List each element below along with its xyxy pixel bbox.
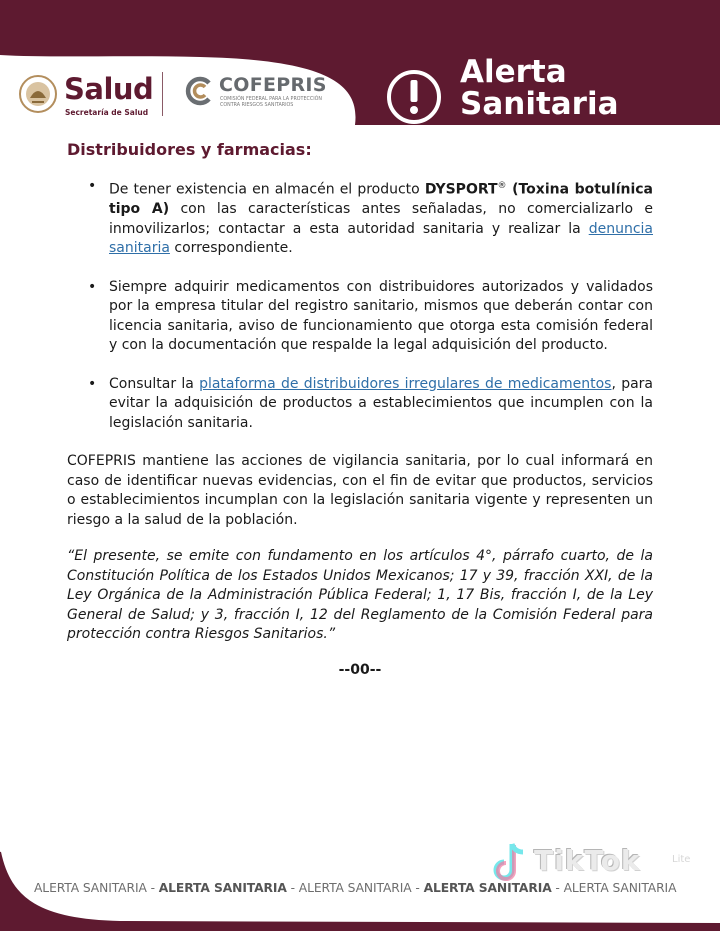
- legal-basis-paragraph: “El presente, se emite con fundamento en los artículos 4°, párrafo cuarto, de la Constitución Política de los Estados Unidos Mexicanos; 17 y 39, fracción XXI, de la Ley Orgánica de la Administración Pública Federal; 1, 17 Bis, fracción I, de la Ley General de Salud; y 3, fracción I, 12 del Reglamento de la Comisión Federal para protección contra Riesgos Sanitarios.”: [67, 548, 653, 643]
- tiktok-watermark: [492, 840, 702, 884]
- distributors-platform-link[interactable]: plataforma de distribuidores irregulares de medicamentos: [199, 375, 612, 392]
- footer-separator: -: [146, 881, 159, 895]
- footer-item: ALERTA SANITARIA: [298, 881, 412, 895]
- product-description: (Toxina botulínica tipo A): [109, 181, 654, 218]
- cofepris-ring-icon: [183, 75, 215, 107]
- tiktok-logo-icon: [492, 840, 528, 884]
- cofepris-logo: [183, 73, 343, 113]
- bullet1-intro: De tener existencia en almacén el producto: [109, 181, 425, 198]
- bullet3-intro: Consultar la: [109, 375, 200, 392]
- footer-separator: -: [551, 881, 564, 895]
- bullet1-body: con las características antes señaladas, no comercializarlo e inmovilizarlos; contactar a esta autoridad sanitaria y realizar la: [109, 201, 653, 237]
- footer-item: ALERTA SANITARIA: [423, 881, 552, 895]
- list-item: [67, 177, 653, 259]
- registered-mark: ®: [497, 181, 507, 191]
- product-name: DYSPORT: [424, 181, 498, 198]
- bullet1-end: correspondiente.: [169, 240, 293, 257]
- footer-item: ALERTA SANITARIA: [34, 881, 147, 895]
- salud-subtitle: Secretaría de Salud: [65, 108, 149, 117]
- list-item: [67, 278, 653, 356]
- bullet-icon: •: [88, 178, 97, 194]
- list-item: [67, 375, 653, 434]
- denuncia-sanitaria-link[interactable]: denuncia sanitaria: [109, 220, 653, 257]
- recommendation-list: [67, 177, 653, 433]
- surveillance-paragraph: COFEPRIS mantiene las acciones de vigilancia sanitaria, por lo cual informará en caso de identificar nuevas evidencias, con el fin de evitar que productos, servicios o establecimientos incumplan con la legislación sanitaria vigente y representen un riesgo a la salud de la población.: [67, 453, 653, 528]
- alert-title-line2: Sanitaria: [460, 86, 619, 122]
- bullet3-end: , para evitar la adquisición de productos a establecimientos que incumplen con la legislación sanitaria.: [109, 375, 653, 431]
- bullet-icon: •: [88, 375, 97, 392]
- section-heading: Distribuidores y farmacias:: [67, 140, 312, 159]
- salud-logo: [18, 72, 154, 120]
- footer-banner: [34, 881, 676, 895]
- salud-wordmark: Salud: [64, 72, 154, 106]
- cofepris-wordmark: COFEPRIS: [219, 74, 327, 96]
- cofepris-subtitle: COMISIÓN FEDERAL PARA LA PROTECCIÓN CONTRA RIESGOS SANITARIOS: [220, 97, 322, 108]
- main-content: [67, 140, 653, 678]
- logo-divider: [162, 72, 163, 116]
- coat-of-arms-icon: [18, 74, 58, 114]
- exclamation-circle-icon: [385, 68, 443, 126]
- watermark-text: TikTok: [534, 844, 641, 877]
- bullet2-text: Siempre adquirir medicamentos con distribuidores autorizados y validados por la empresa titular del registro sanitario, mismos que deberán contar con licencia sanitaria, aviso de funcionamiento que otorga esta comisión federal y con la documentación que respalde la legal adquisición del producto.: [109, 278, 653, 354]
- footer-item: ALERTA SANITARIA: [563, 881, 677, 895]
- closing-mark: --00--: [338, 661, 382, 678]
- footer-separator: -: [286, 881, 299, 895]
- alert-title: [460, 56, 619, 120]
- footer-separator: -: [411, 881, 424, 895]
- footer-item: ALERTA SANITARIA: [158, 881, 287, 895]
- alert-title-line1: Alerta: [460, 54, 567, 90]
- watermark-subtext: Lite: [672, 854, 691, 865]
- bullet-icon: •: [88, 278, 97, 295]
